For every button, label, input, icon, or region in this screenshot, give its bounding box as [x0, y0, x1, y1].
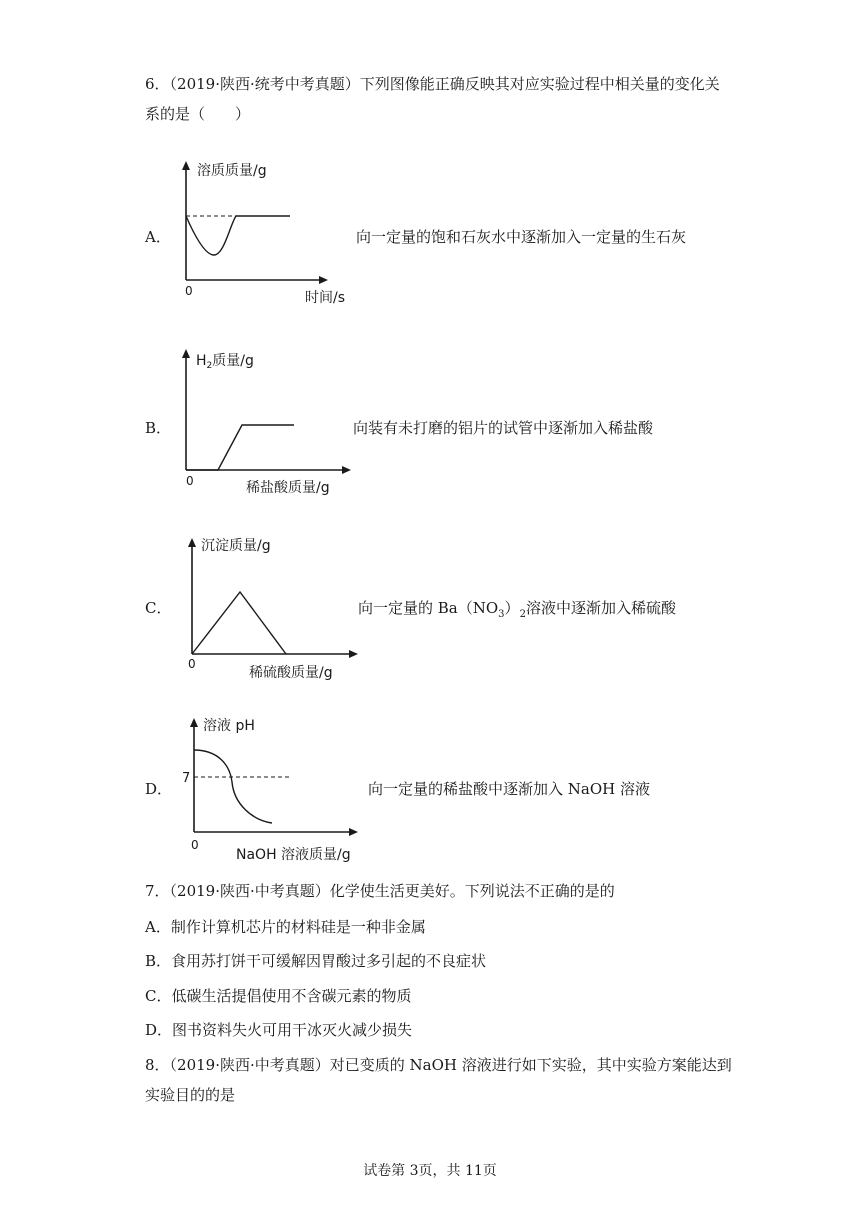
q7-option-d: D．图书资料失火可用干冰灭火减少损失: [145, 1021, 413, 1039]
graph-a-origin: 0: [185, 284, 193, 298]
graph-a-xlabel: 时间/s: [305, 290, 346, 306]
graph-b-ylabel-rest: 质量/g: [212, 353, 254, 369]
option-c-desc-prefix: 向一定量的 Ba（NO: [358, 599, 499, 617]
graph-b-ylabel-sub: 2: [206, 361, 213, 371]
q8-stem-line2: 实验目的的是: [145, 1086, 236, 1104]
graph-a: [170, 155, 370, 310]
graph-d-xlabel: NaOH 溶液质量/g: [236, 847, 351, 863]
option-c-desc: [358, 597, 676, 620]
graph-b-xlabel: 稀盐酸质量/g: [246, 480, 330, 496]
graph-d-ylabel: 溶液 pH: [203, 718, 255, 734]
q6-stem-line2: 系的是（ ）: [145, 105, 251, 123]
graph-b-origin: 0: [186, 474, 194, 488]
graph-d-origin: 0: [191, 838, 199, 852]
option-b-letter: B．: [145, 419, 172, 437]
q7-option-c: C．低碳生活提倡使用不含碳元素的物质: [145, 987, 412, 1005]
graph-c-origin: 0: [188, 657, 196, 671]
option-c-desc-mid: ）: [504, 599, 520, 617]
q7-stem: 7．（2019·陕西·中考真题）化学使生活更美好。下列说法不正确的是的: [145, 882, 615, 900]
option-c-desc-sub2: 2: [519, 609, 526, 620]
option-c-desc-sub3: 3: [498, 609, 505, 620]
graph-d: [170, 710, 370, 870]
option-d-desc: 向一定量的稀盐酸中逐渐加入 NaOH 溶液: [368, 780, 650, 798]
graph-b: [170, 345, 370, 500]
option-b-desc: 向装有未打磨的铝片的试管中逐渐加入稀盐酸: [353, 419, 654, 437]
graph-c: [170, 530, 370, 685]
option-a-letter: A．: [145, 228, 171, 246]
option-c-desc-suffix: 溶液中逐渐加入稀硫酸: [525, 599, 676, 617]
q7-option-a: A．制作计算机芯片的材料硅是一种非金属: [145, 918, 426, 936]
q6-stem-line1: 6．（2019·陕西·统考中考真题）下列图像能正确反映其对应实验过程中相关量的变化关: [145, 75, 720, 93]
graph-c-xlabel: 稀硫酸质量/g: [249, 665, 333, 681]
option-c-letter: C．: [145, 599, 172, 617]
graph-d-ref-label: 7: [182, 771, 191, 786]
option-a-desc: 向一定量的饱和石灰水中逐渐加入一定量的生石灰: [356, 228, 687, 246]
graph-b-ylabel-prefix: H: [196, 353, 207, 369]
q8-stem-line1: 8．（2019·陕西·中考真题）对已变质的 NaOH 溶液进行如下实验，其中实验方案能达到: [145, 1056, 732, 1074]
graph-b-ylabel: [196, 353, 254, 371]
graph-c-ylabel: 沉淀质量/g: [201, 538, 271, 554]
q7-option-b: B．食用苏打饼干可缓解因胃酸过多引起的不良症状: [145, 952, 487, 970]
graph-a-ylabel: 溶质质量/g: [197, 163, 267, 179]
page-footer: 试卷第 3页，共 11页: [363, 1163, 497, 1179]
option-d-letter: D．: [145, 780, 173, 798]
